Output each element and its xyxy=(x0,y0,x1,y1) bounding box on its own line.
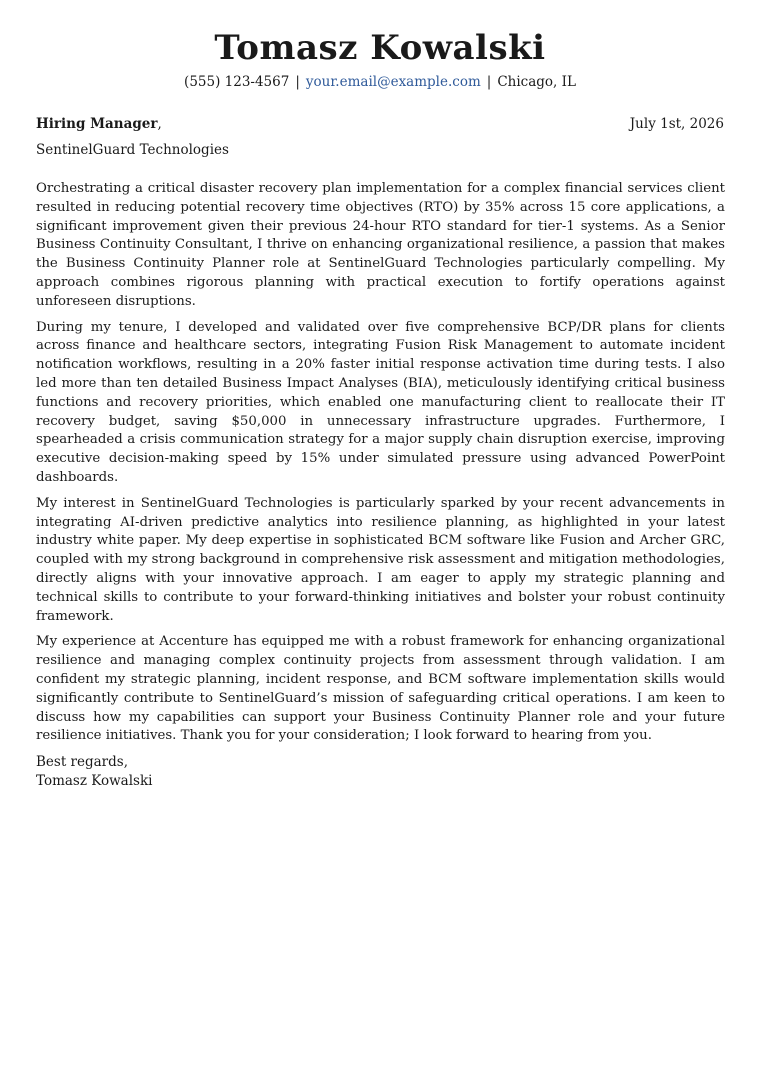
letter-date: July 1st, 2026 xyxy=(629,116,724,132)
contact-separator: | xyxy=(486,74,492,90)
closing-salutation: Best regards, xyxy=(36,754,129,771)
phone-number: (555) 123-4567 xyxy=(184,74,290,90)
body-paragraph: Orchestrating a critical disaster recovery plan implementation for a complex financial services client resulted in reducing potential recovery time objectives (RTO) by 35% across 15 core applications, a significant improvement given their previous 24-hour RTO standard for tier-1 systems. As a Senior Business Continuity Consultant, I thrive on enhancing organizational resilience, a passion that makes the Business Continuity Planner role at SentinelGuard Technologies particularly compelling. My approach combines rigorous planning with practical execution to fortify operations against unforeseen disruptions. xyxy=(36,181,725,309)
contact-line xyxy=(0,72,760,92)
closing-signature: Tomasz Kowalski xyxy=(36,772,153,789)
recipient-title: Hiring Manager xyxy=(36,116,158,132)
letter-body xyxy=(36,180,725,791)
email-link[interactable]: your.email@example.com xyxy=(305,74,481,90)
applicant-name: Tomasz Kowalski xyxy=(214,28,546,68)
contact-separator: | xyxy=(295,74,300,90)
body-paragraph: During my tenure, I developed and validated over five comprehensive BCP/DR plans for clients across finance and healthcare sectors, integrating Fusion Risk Management to automate incident notification workflows, resulting in a 20% faster initial response activation time during tests. I also led more than ten detailed Business Impact Analyses (BIA), meticulously identifying critical business functions and recovery priorities, which enabled one manufacturing client to reallocate their IT recovery budget, saving $50,000 in unnecessary infrastructure upgrades. Furthermore, I spearheaded a crisis communication strategy for a major supply chain disruption exercise, improving executive decision-making speed by 15% under simulated pressure using advanced PowerPoint dashboards. xyxy=(36,319,725,485)
recipient-company: SentinelGuard Technologies xyxy=(36,142,229,158)
recipient-suffix: , xyxy=(157,116,162,132)
letter-closing xyxy=(36,753,725,791)
body-paragraph: My experience at Accenture has equipped me with a robust framework for enhancing organizational resilience and managing complex continuity projects from assessment through validation. I am confident my strategic planning, incident response, and BCM software implementation skills would significantly contribute to SentinelGuard’s mission of safeguarding critical operations. I am keen to discuss how my capabilities can support your Business Continuity Planner role and your future resilience initiatives. Thank you for your consideration; I look forward to hearing from you. xyxy=(36,634,725,744)
recipient-line xyxy=(36,114,162,134)
location: Chicago, IL xyxy=(497,74,576,90)
body-paragraph: My interest in SentinelGuard Technologies is particularly sparked by your recent advancements in integrating AI-driven predictive analytics into resilience planning, as highlighted in your latest industry white paper. My deep expertise in sophisticated BCM software like Fusion and Archer GRC, coupled with my strong background in comprehensive risk assessment and mitigation methodologies, directly aligns with your innovative approach. I am eager to apply my strategic planning and technical skills to contribute to your forward-thinking initiatives and bolster your robust continuity framework. xyxy=(36,495,725,624)
